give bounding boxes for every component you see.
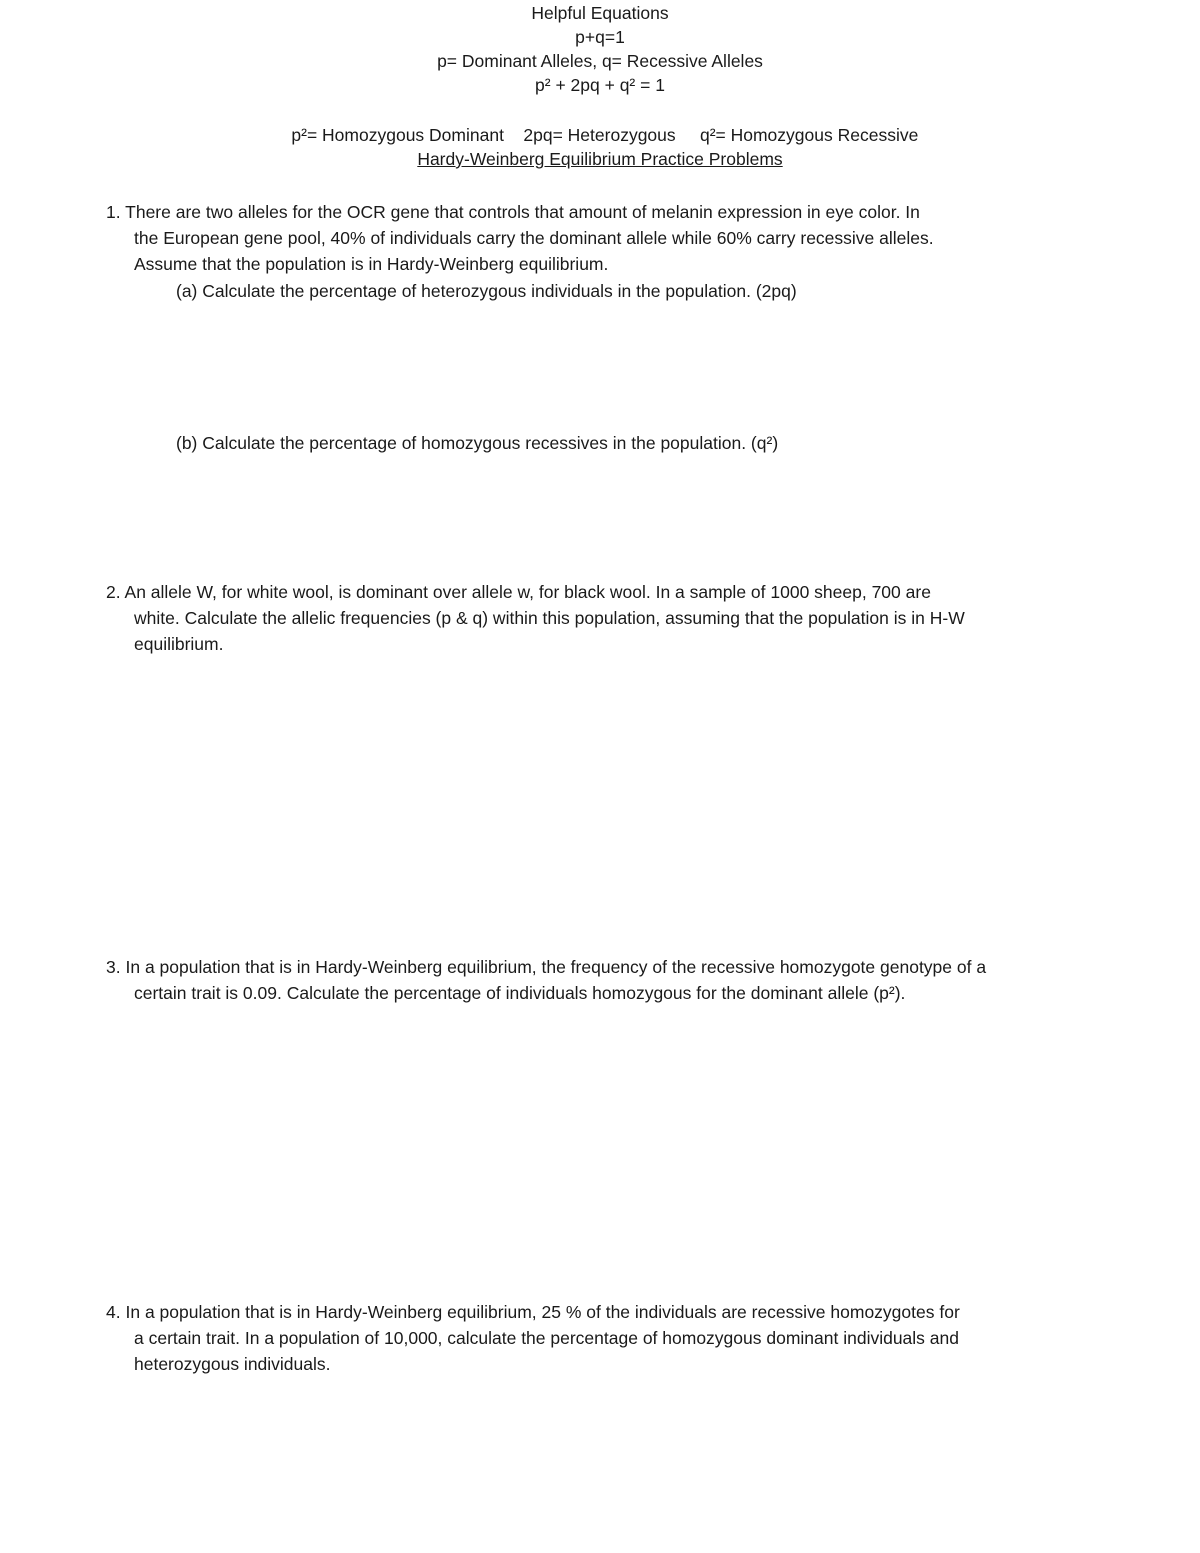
label-homozygous-recessive: q²= Homozygous Recessive	[699, 125, 919, 145]
problem-3-line-1: 3. In a population that is in Hardy-Weinberg equilibrium, the frequency of the recessive homozygote genotype of a	[106, 957, 987, 977]
problem-1a-label: (a)	[176, 281, 198, 301]
label-heterozygous: 2pq= Heterozygous	[523, 125, 676, 145]
problem-1b-text: Calculate the percentage of homozygous recessives in the population. (q²)	[202, 433, 779, 453]
worksheet-title: Hardy-Weinberg Equilibrium Practice Problems	[417, 149, 783, 169]
equations-heading: Helpful Equations	[531, 3, 669, 23]
problem-2-line-2: white. Calculate the allelic frequencies (p & q) within this population, assuming that the population is in H-W	[134, 608, 965, 628]
problem-1	[106, 199, 1096, 277]
problem-4-line-2: a certain trait. In a population of 10,000, calculate the percentage of homozygous dominant individuals and	[134, 1328, 959, 1348]
problem-4	[106, 1299, 1096, 1377]
problem-1b-label: (b)	[176, 433, 198, 453]
problem-2-line-1: 2. An allele W, for white wool, is dominant over allele w, for black wool. In a sample of 1000 sheep, 700 are	[106, 582, 931, 602]
equation-hardy-weinberg: p² + 2pq + q² = 1	[535, 75, 665, 95]
problem-1a	[176, 278, 1076, 304]
problem-1-line-2: the European gene pool, 40% of individuals carry the dominant allele while 60% carry recessive alleles.	[134, 228, 934, 248]
problem-1-line-3: Assume that the population is in Hardy-Weinberg equilibrium.	[134, 254, 609, 274]
problem-1b	[176, 430, 1076, 456]
label-homozygous-dominant: p²= Homozygous Dominant	[291, 125, 504, 145]
problem-2-line-3: equilibrium.	[134, 634, 224, 654]
problem-3-line-2: certain trait is 0.09. Calculate the percentage of individuals homozygous for the dominant allele (p²).	[134, 983, 906, 1003]
problem-3	[106, 954, 1096, 1006]
problem-4-line-3: heterozygous individuals.	[134, 1354, 331, 1374]
equation-p-plus-q: p+q=1	[575, 27, 625, 47]
equation-genotype-labels	[0, 96, 1200, 148]
problem-1a-text: Calculate the percentage of heterozygous individuals in the population. (2pq)	[202, 281, 797, 301]
equation-definitions: p= Dominant Alleles, q= Recessive Alleles	[437, 51, 763, 71]
problem-2	[106, 579, 1096, 657]
problem-4-line-1: 4. In a population that is in Hardy-Weinberg equilibrium, 25 % of the individuals are recessive homozygotes for	[106, 1302, 960, 1322]
problem-1-line-1: 1. There are two alleles for the OCR gene that controls that amount of melanin expression in eye color. In	[106, 202, 920, 222]
